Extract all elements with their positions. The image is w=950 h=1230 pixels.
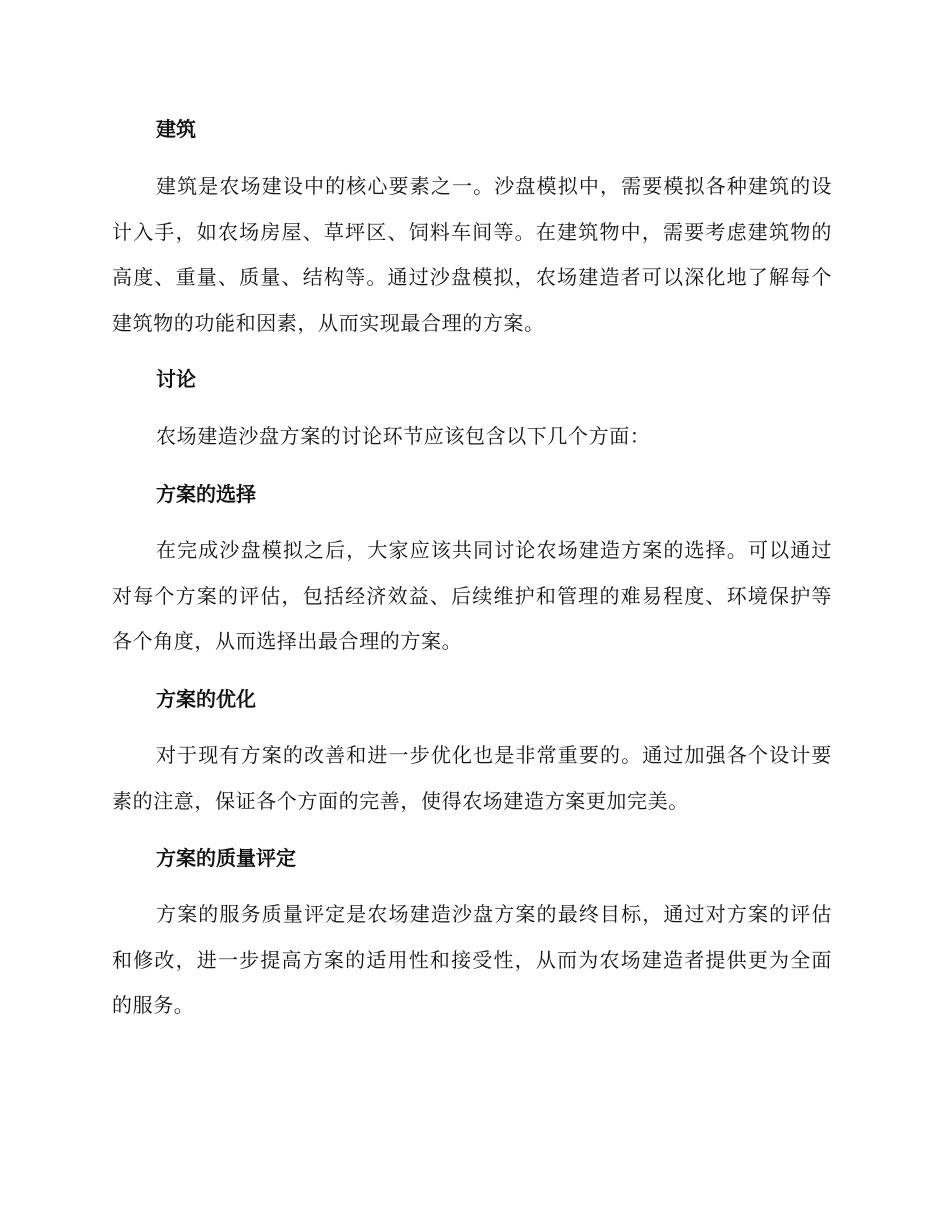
section-heading-plan-selection: 方案的选择 [156,482,256,506]
section-paragraph-discussion: 农场建造沙盘方案的讨论环节应该包含以下几个方面： [156,424,651,448]
section-heading-building: 建筑 [156,117,196,141]
section-heading-plan-optimization: 方案的优化 [156,687,256,711]
section-heading-quality-assessment: 方案的质量评定 [156,846,296,870]
section-paragraph-building: 建筑是农场建设中的核心要素之一。沙盘模拟中，需要模拟各种建筑的设计入手，如农场房屋、草坪区、饲料车间等。在建筑物中，需要考虑建筑物的高度、重量、质量、结构等。通过沙盘模拟，农场建造者可以深化地了解每个建筑物的功能和因素，从而实现最合理的方案。 [112,174,832,335]
section-paragraph-quality-assessment: 方案的服务质量评定是农场建造沙盘方案的最终目标，通过对方案的评估和修改，进一步提高方案的适用性和接受性，从而为农场建造者提供更为全面的服务。 [112,902,832,1017]
section-paragraph-plan-selection: 在完成沙盘模拟之后，大家应该共同讨论农场建造方案的选择。可以通过对每个方案的评估，包括经济效益、后续维护和管理的难易程度、环境保护等各个角度，从而选择出最合理的方案。 [112,538,832,653]
section-heading-discussion: 讨论 [156,367,196,391]
section-paragraph-plan-optimization: 对于现有方案的改善和进一步优化也是非常重要的。通过加强各个设计要素的注意，保证各个方面的完善，使得农场建造方案更加完美。 [112,743,832,813]
